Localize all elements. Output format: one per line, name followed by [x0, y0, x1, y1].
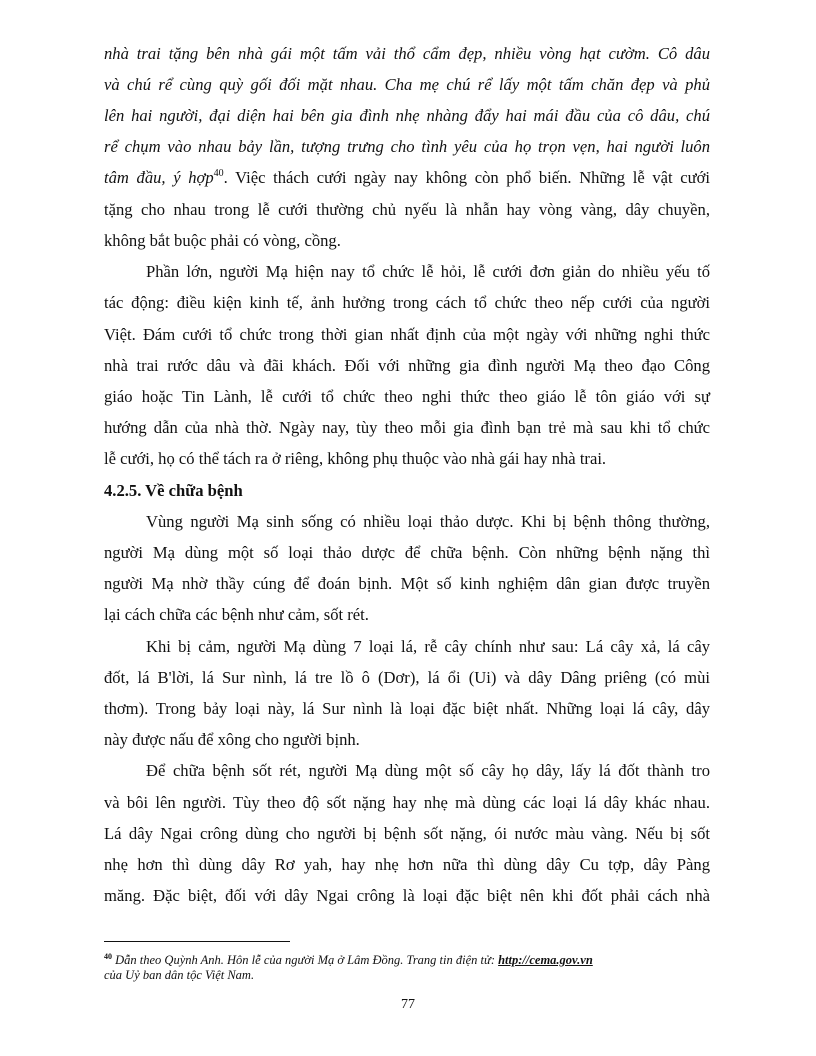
footnote-text: Dẫn theo Quỳnh Anh. Hôn lễ của người Mạ ở Lâm Đồng. Trang tin điện tử: — [112, 953, 499, 967]
text-line: giáo hoặc Tin Lành, lễ cưới tổ chức theo nghi thức theo giáo lễ tôn giáo với sự — [104, 387, 710, 406]
footnote-divider — [104, 941, 290, 942]
text-line: lễ cưới, họ có thể tách ra ở riêng, không phụ thuộc vào nhà gái hay nhà trai. — [104, 449, 607, 468]
text-line: và chú rể cùng quỳ gối đối mặt nhau. Cha mẹ chú rể lấy một tấm chăn đẹp và phủ — [104, 75, 710, 94]
text-span: . Việc thách cưới ngày nay không còn phổ biến. Những lễ vật cưới — [223, 168, 710, 187]
footnote-link[interactable]: http://cema.gov.vn — [498, 953, 593, 967]
text-line: không bắt buộc phải có vòng, cồng. — [104, 231, 341, 250]
italic-phrase: tâm đầu, ý hợp — [104, 168, 214, 187]
text-line: măng. Đặc biệt, đối với dây Ngai crông là loại đặc biệt nên khi đốt phải cách nhà — [104, 886, 710, 905]
text-line: hướng dẫn của nhà thờ. Ngày nay, tùy theo mỗi gia đình bạn trẻ mà sau khi tổ chức — [104, 418, 710, 437]
text-line: nhẹ hơn thì dùng dây Rơ yah, hay nhẹ hơn nữa thì dùng dây Cu tợp, dây Pàng — [104, 855, 710, 874]
paragraph-first-line: Vùng người Mạ sinh sống có nhiều loại thảo dược. Khi bị bệnh thông thường, — [146, 512, 710, 531]
text-line: nhà trai rước dâu và đãi khách. Đối với những gia đình người Mạ theo đạo Công — [104, 356, 710, 375]
footnote-number: 40 — [104, 952, 112, 961]
text-line: người Mạ dùng một số loại thảo dược để chữa bệnh. Còn những bệnh nặng thì — [104, 543, 710, 562]
text-line: lên hai người, đại diện hai bên gia đình nhẹ nhàng đẩy hai mái đầu của cô dâu, chú — [104, 106, 710, 125]
text-line: nhà trai tặng bên nhà gái một tấm vải thổ cẩm đẹp, nhiều vòng hạt cườm. Cô dâu — [104, 44, 710, 63]
text-line-with-footnote-ref — [104, 168, 710, 188]
footnote — [104, 949, 716, 968]
text-line: thơm). Trong bảy loại này, lá Sur nình là loại đặc biệt nhất. Những loại lá cây, dây — [104, 699, 710, 718]
footnote-line: của Uỷ ban dân tộc Việt Nam. — [104, 968, 255, 982]
text-line: và bôi lên người. Tùy theo độ sốt nặng hay nhẹ mà dùng các loại lá dây khác nhau. — [104, 793, 710, 812]
paragraph-first-line: Khi bị cảm, người Mạ dùng 7 loại lá, rễ cây chính như sau: Lá cây xả, lá cây — [146, 637, 710, 656]
text-line: này được nấu để xông cho người bịnh. — [104, 730, 360, 749]
text-line: Lá dây Ngai crông dùng cho người bị bệnh sốt nặng, ói nước màu vàng. Nếu bị sốt — [104, 824, 710, 843]
text-line: đốt, lá B'lời, lá Sur nình, lá tre lồ ô (Dơr), lá ổi (Ui) và dây Dâng priêng (có mùi — [104, 668, 710, 687]
section-heading: 4.2.5. Về chữa bệnh — [104, 481, 243, 500]
text-line: Việt. Đám cưới tổ chức trong thời gian nhất định của một ngày với những nghi thức — [104, 325, 710, 344]
paragraph-first-line: Phần lớn, người Mạ hiện nay tổ chức lễ hỏi, lễ cưới đơn giản do nhiều yếu tố — [146, 262, 710, 281]
text-line: rể chụm vào nhau bảy lần, tượng trưng cho tình yêu của họ trọn vẹn, hai người luôn — [104, 137, 710, 156]
page-number: 77 — [401, 997, 415, 1012]
text-line: tặng cho nhau trong lễ cưới thường chủ nyếu là nhẫn hay vòng vàng, dây chuyền, — [104, 200, 710, 219]
footnote-reference[interactable]: 40 — [213, 168, 224, 179]
text-line: người Mạ nhờ thầy cúng để đoán bịnh. Một số kinh nghiệm dân gian được truyền — [104, 574, 710, 593]
text-line: tác động: điều kiện kinh tế, ảnh hưởng trong cách tổ chức theo nếp cưới của người — [104, 293, 710, 312]
paragraph-first-line: Để chữa bệnh sốt rét, người Mạ dùng một số cây họ dây, lấy lá đốt thành tro — [146, 761, 710, 780]
text-line: lại cách chữa các bệnh như cảm, sốt rét. — [104, 605, 369, 624]
